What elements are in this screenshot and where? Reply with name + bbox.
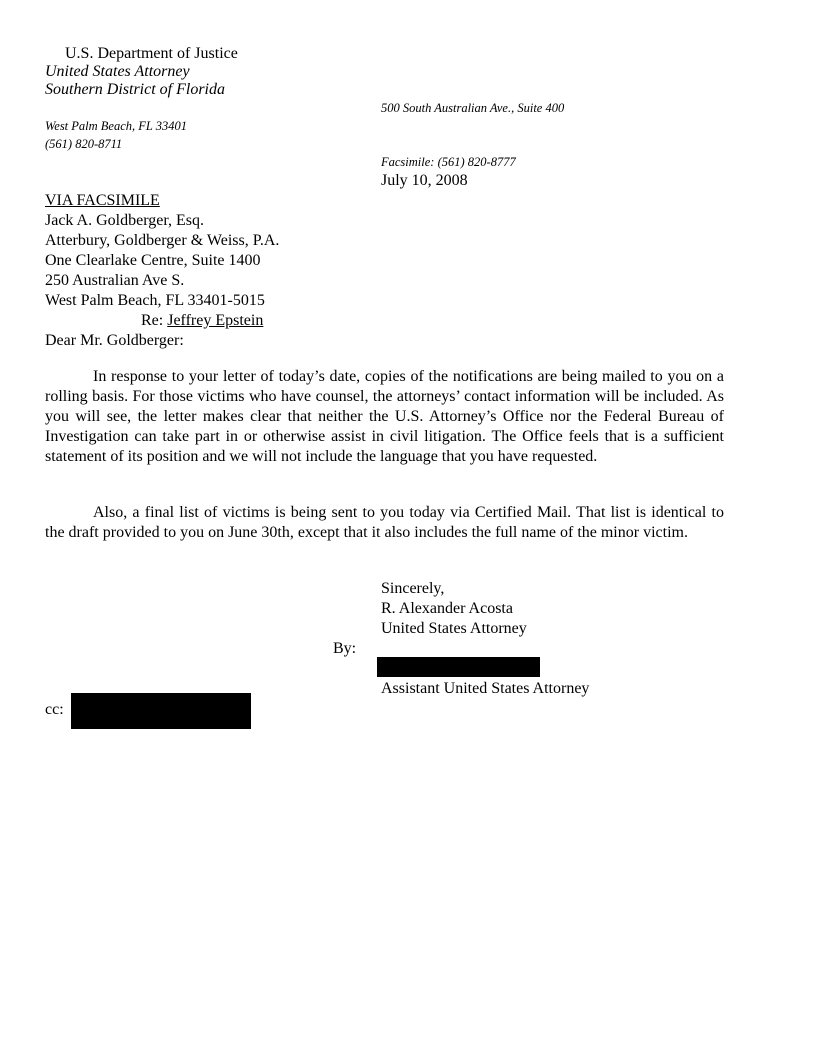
office-fax: Facsimile: (561) 820-8777 xyxy=(381,155,516,169)
assistant-title: Assistant United States Attorney xyxy=(381,680,590,697)
by-label: By: xyxy=(333,640,357,657)
recipient-address-line-1: One Clearlake Centre, Suite 1400 xyxy=(45,252,261,269)
district-name: Southern District of Florida xyxy=(45,81,225,98)
office-phone: (561) 820-8711 xyxy=(45,137,123,151)
body-paragraph-2: Also, a final list of victims is being sent to you today via Certified Mail. That list is identical to the draft provided to you on June 30th, except that it also includes the full name of the minor victim. xyxy=(45,504,724,541)
signer-name: R. Alexander Acosta xyxy=(381,600,513,617)
re-subject: Jeffrey Epstein xyxy=(167,312,264,329)
redacted-signature-block xyxy=(377,657,540,677)
body-paragraph-1: In response to your letter of today’s date, copies of the notifications are being mailed to you on a rolling basis. For those victims who have counsel, the attorneys’ contact information will be included. As you will see, the letter makes clear that neither the U.S. Attorney’s Office nor the Federal Bureau of Investigation can take part in or otherwise assist in civil litigation. The Office feels that is a sufficient statement of its position and we will not include the language that you have requested. xyxy=(45,368,724,465)
cc-label: cc: xyxy=(45,701,64,718)
city-address: West Palm Beach, FL 33401 xyxy=(45,119,188,133)
recipient-address-line-2: 250 Australian Ave S. xyxy=(45,272,185,289)
department-name: U.S. Department of Justice xyxy=(65,45,238,62)
salutation: Dear Mr. Goldberger: xyxy=(45,332,184,349)
recipient-firm: Atterbury, Goldberger & Weiss, P.A. xyxy=(45,232,280,249)
office-name: United States Attorney xyxy=(45,63,190,80)
letter-date: July 10, 2008 xyxy=(381,172,468,189)
delivery-method: VIA FACSIMILE xyxy=(45,192,160,209)
re-label: Re: xyxy=(141,312,168,329)
street-address: 500 South Australian Ave., Suite 400 xyxy=(381,101,565,115)
recipient-address-line-3: West Palm Beach, FL 33401-5015 xyxy=(45,292,265,309)
redacted-cc-block xyxy=(71,693,251,729)
signer-title: United States Attorney xyxy=(381,620,527,637)
recipient-name: Jack A. Goldberger, Esq. xyxy=(45,212,205,229)
valediction: Sincerely, xyxy=(381,580,445,597)
re-line xyxy=(141,311,263,331)
